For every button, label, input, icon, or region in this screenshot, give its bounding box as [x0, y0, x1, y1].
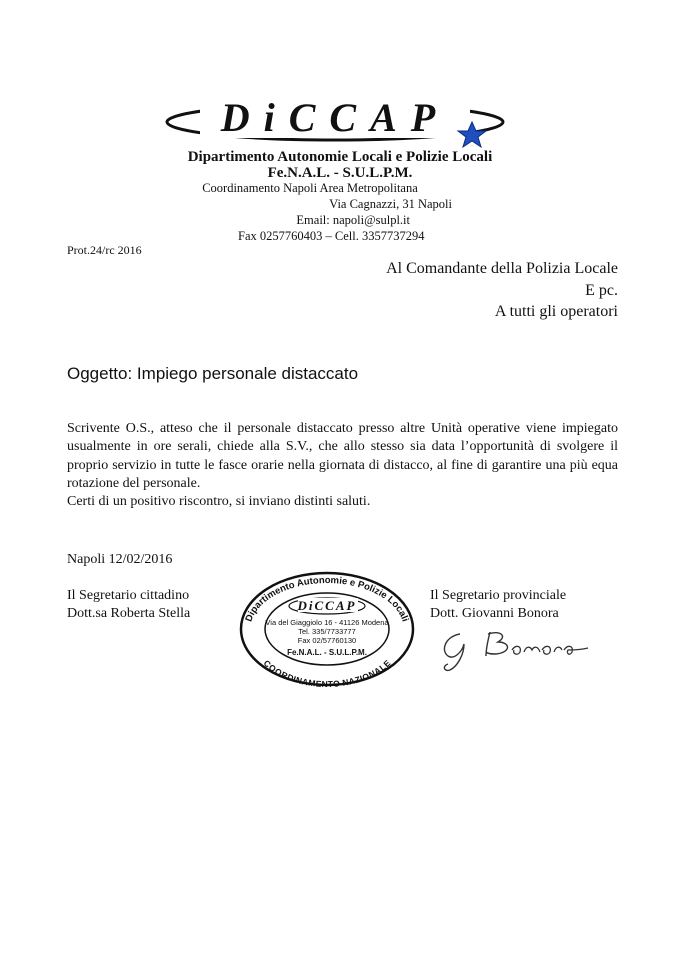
signatory-role: Il Segretario provinciale [430, 588, 567, 603]
logo-text: DiCCAP [220, 95, 450, 140]
body-paragraph: Scrivente O.S., atteso che il personale distaccato presso altre Unità operative viene impiegato usualmente in ore serali, chiede alla S.V., che allo stesso sia data l’opportunità di svolgere il proprio servizio in tutte le fasce orarie nella giornata di distacco, al fine di garantire una più equa rotazione del personale. [67, 421, 618, 491]
signatory-role: Il Segretario cittadino [67, 588, 190, 603]
stamp-tel: Tel. 335/7733777 [298, 627, 356, 636]
recipient-line: E pc. [585, 281, 618, 299]
email-line: Email: napoli@sulpl.it [296, 213, 410, 227]
stamp-fax: Fax 02/57760130 [297, 636, 357, 645]
signatory-name: Dott. Giovanni Bonora [430, 606, 559, 621]
contacts-line: Fax 0257760403 – Cell. 3357737294 [238, 229, 425, 243]
signatory-name: Dott.sa Roberta Stella [67, 606, 191, 621]
address-line: Via Cagnazzi, 31 Napoli [329, 197, 452, 211]
svg-text:COORDINAMENTO NAZIONALE [262, 658, 393, 689]
org-subtitle: Fe.N.A.L. - S.U.L.P.M. [267, 165, 413, 181]
stamp-union: Fe.N.A.L. - S.U.L.P.M. [287, 648, 367, 657]
handwritten-signature [438, 626, 608, 672]
letterhead-info [150, 180, 470, 244]
stamp-logo: DiCCAP [297, 598, 357, 613]
stamp-address: Via del Giaggiolo 16 - 41126 Modena [265, 618, 389, 627]
diccap-logo [160, 88, 520, 150]
official-stamp [236, 570, 418, 688]
coordination-line: Coordinamento Napoli Area Metropolitana [202, 181, 418, 195]
recipient-line: Al Comandante della Polizia Locale [386, 260, 618, 277]
stamp-top-text: Dipartimento Autonomie e Polizie Locali [243, 574, 411, 624]
protocol-number: Prot.24/rc 2016 [67, 243, 142, 257]
subject-line: Oggetto: Impiego personale distaccato [67, 364, 359, 383]
recipients-block [386, 258, 618, 323]
stamp-bottom-text: COORDINAMENTO NAZIONALE [261, 657, 393, 690]
signature-right [430, 587, 566, 623]
letter-date: Napoli 12/02/2016 [67, 552, 173, 567]
letter-body [67, 420, 618, 511]
signature-left [67, 587, 190, 623]
recipient-line: A tutti gli operatori [494, 303, 618, 320]
body-paragraph: Certi di un positivo riscontro, si inviano distinti saluti. [67, 494, 371, 510]
org-name: Dipartimento Autonomie Locali e Polizie Locali [187, 149, 493, 165]
